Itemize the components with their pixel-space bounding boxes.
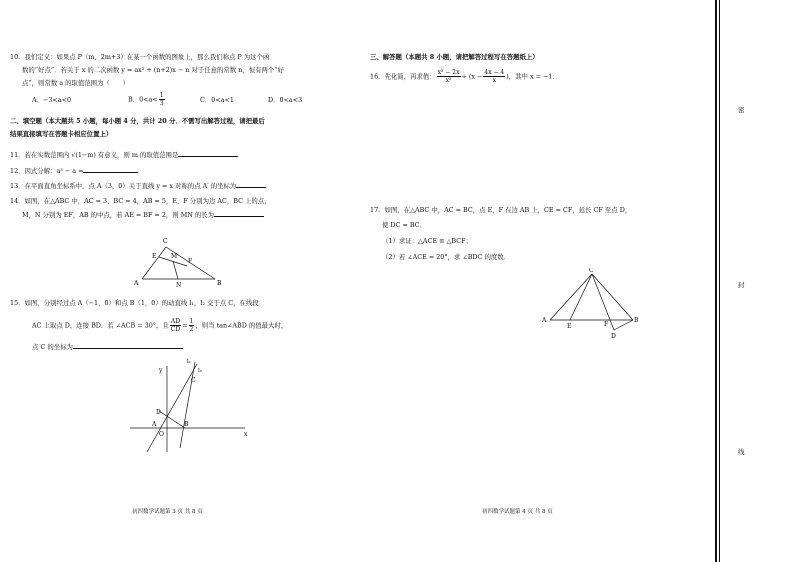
fig15-label-a: A [152,421,157,428]
q17-line1: 17．如图，在△ABC 中，AC = BC，点 E，F 在边 AB 上，CE = CF，延长 CF 至点 D， [370,206,632,214]
fig14-segment-mn [173,261,178,279]
q15-line2: AC 上取点 D，连接 BD．若 ∠ACB = 30°，且 $\frac{AD}{CD}$ = $\frac{1}{2}$ ，则当 tan∠ABD 的值最大时， [32,318,288,333]
fig15-label-d: D [156,409,161,416]
fig14-side-ac [142,247,166,279]
q10-option-b: B．0<a< $\frac{1}{3}$ [128,92,164,107]
q10-line1: 10．我们定义：如果点 P（m，2m+3）在某一个函数的图象上，那么我们称点 P 为这个函 [10,53,270,61]
q14-line2: M，N 分别为 EF，AB 的中点，若 AE = BF = 2，则 MN 的长为 [22,210,264,220]
fig17-label-e: E [567,323,572,330]
fig15-label-x: x [244,431,248,438]
binder-line-inner [719,0,720,562]
fig17-segment-ce [570,274,592,320]
fig15-label-l2: l₂ [198,368,202,374]
section2-line2: 结果直接填写在答题卡相应位置上） [10,130,113,138]
fig17-segment-cd [592,274,614,330]
fig14-label-m: M [171,253,178,260]
q11: 11．若在实数范围内 √(1−m) 有意义，则 m 的取值范围是 [10,150,238,160]
q17-part1: （1）求证：△ACE ≌ △BCF； [382,237,472,245]
figure-15 [125,356,255,456]
fig15-line-l1 [147,364,197,452]
q10-option-a: A．−3<a<0 [32,96,72,104]
q10-option-c: C．0<a<1 [200,96,234,104]
section2-line1: 二、填空题（本大题共 5 小题，每小题 4 分，共计 20 分．不需写出解答过程，请把最后 [10,117,265,125]
fig14-label-f: F [188,258,193,265]
fig17-label-c: C [589,268,594,274]
fig14-label-b: B [217,280,222,287]
q10-line2: 数的“好点”．若关于 x 的二次函数 y = ax² + (n+2)x − n 对于任意的常数 n，恒有两个“好 [22,66,284,74]
fig17-label-d: D [611,333,616,340]
binder-char-line: 线 [738,448,745,456]
fig17-label-f: F [604,321,609,328]
left-footer: 初四数学试题第 3 页 共 8 页 [132,509,203,515]
binder-char-seal: 密 [738,106,745,114]
fig15-label-c: C [191,377,196,384]
q10-option-d: D．0<a<3 [268,96,303,104]
q17-line2: 使 DC = BC． [382,221,426,229]
fig14-label-a: A [134,280,139,287]
fig15-label-y: y [159,367,163,374]
fig17-side-bc [592,274,633,320]
right-footer: 初四数学试题第 4 页 共 8 页 [482,509,553,515]
fig17-label-a: A [542,317,547,324]
q12: 12．因式分解：a³ − a = [10,166,138,176]
fig15-label-o: O [159,431,164,438]
figure-17 [542,268,642,340]
fig15-label-l1: l₁ [187,359,191,365]
fig17-side-ac [550,274,592,320]
fig17-segment-bd [614,320,633,330]
fig15-label-b: B [184,421,189,428]
q15-line1: 15．如图，分别经过点 A（−1，0）和点 B（1，0）的动直线 l₁，l₂ 交于点 C，在线段 [10,299,259,307]
fig14-label-n: N [176,282,182,288]
fig15-segment-bd [159,411,185,428]
fig14-label-e: E [152,253,157,260]
q13: 13．在平面直角坐标系中，点 A（3，0）关于直线 y = x 对称的点 A′ 的坐标为 [10,181,266,191]
figure-14 [130,233,240,288]
q16: 16．先化简，再求值： $\frac{\text{x² − 2x}}{\text{x²}}$ ÷ (x − $\frac{4x - 4}{x}$ )，其中 x = −1． [370,69,559,84]
q10-line3: 点”，则常数 a 的取值范围为（ ） [22,79,129,87]
fig14-label-c: C [163,238,168,245]
binder-char-close: 封 [738,281,745,289]
fig17-label-b: B [634,317,639,324]
fig15-line-l2 [180,362,195,448]
q17-part2: （2）若 ∠ACE = 20°，求 ∠BDC 的度数． [382,253,511,261]
q14-line1: 14．如图，在△ABC 中，AC = 3，BC = 4，AB = 5，E，F 分别为边 AC，BC 上的点， [10,197,271,205]
q15-line3: 点 C 的坐标为 [32,342,183,352]
binder-line-outer [715,0,717,562]
section3-heading: 三、解答题（本题共 8 小题，请把解答过程写在答题纸上） [370,53,539,61]
